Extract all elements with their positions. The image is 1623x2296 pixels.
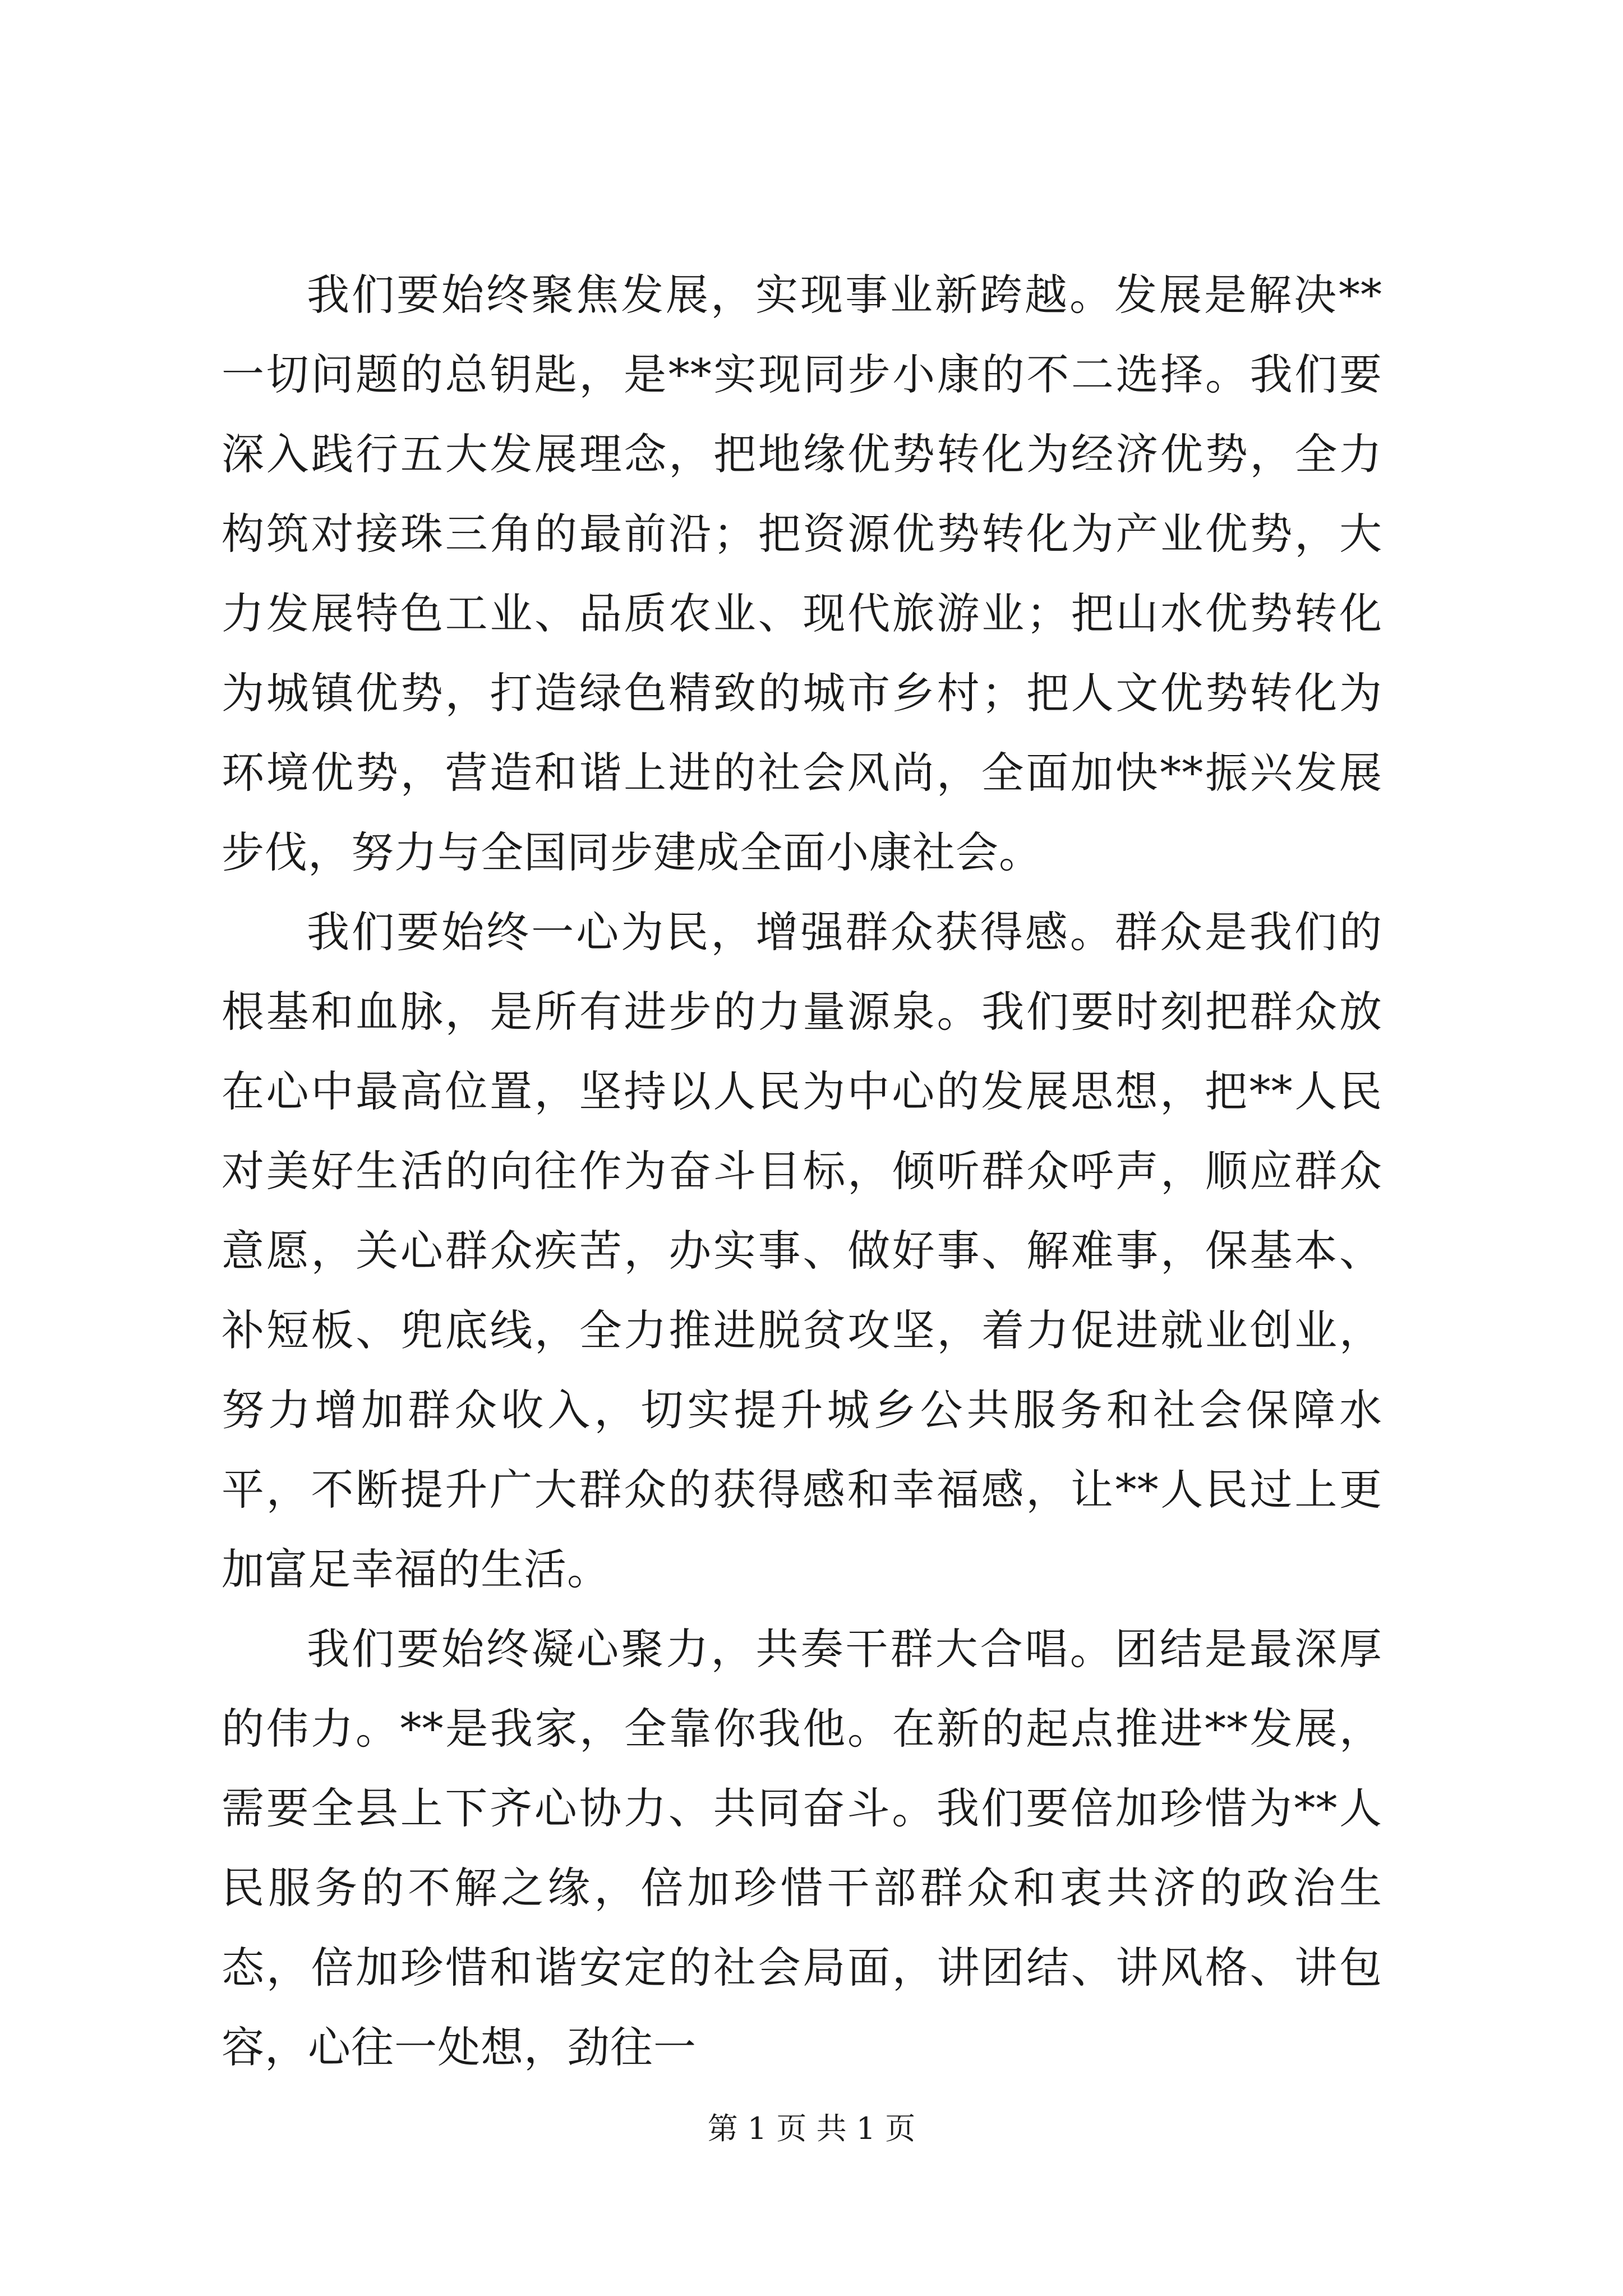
page-footer: 第 1 页 共 1 页 [707,2111,916,2146]
paragraph-1: 我们要始终聚焦发展，实现事业新跨越。发展是解决**一切问题的总钥匙，是**实现同步小康的不二选择。我们要深入践行五大发展理念，把地缘优势转化为经济优势，全力构筑对接珠三角的最前沿；把资源优势转化为产业优势，大力发展特色工业、品质农业、现代旅游业；把山水优势转化为城镇优势，打造绿色精致的城市乡村；把人文优势转化为环境优势，营造和谐上进的社会风尚，全面加快**振兴发展步伐，努力与全国同步建成全面小康社会。 [222,270,1382,877]
paragraph-2: 我们要始终一心为民，增强群众获得感。群众是我们的根基和血脉，是所有进步的力量源泉。我们要时刻把群众放在心中最高位置，坚持以人民为中心的发展思想，把**人民对美好生活的向往作为奋斗目标，倾听群众呼声，顺应群众意愿，关心群众疾苦，办实事、做好事、解难事，保基本、补短板、兜底线，全力推进脱贫攻坚，着力促进就业创业，努力增加群众收入，切实提升城乡公共服务和社会保障水平，不断提升广大群众的获得感和幸福感，让**人民过上更加富足幸福的生活。 [222,907,1382,1594]
paragraph-3: 我们要始终凝心聚力，共奏干群大合唱。团结是最深厚的伟力。**是我家，全靠你我他。在新的起点推进**发展，需要全县上下齐心协力、共同奋斗。我们要倍加珍惜为**人民服务的不解之缘，倍加珍惜干部群众和衷共济的政治生态，倍加珍惜和谐安定的社会局面，讲团结、讲风格、讲包容，心往一处想，劲往一 [222,1624,1382,2072]
document-body [222,255,1382,2087]
